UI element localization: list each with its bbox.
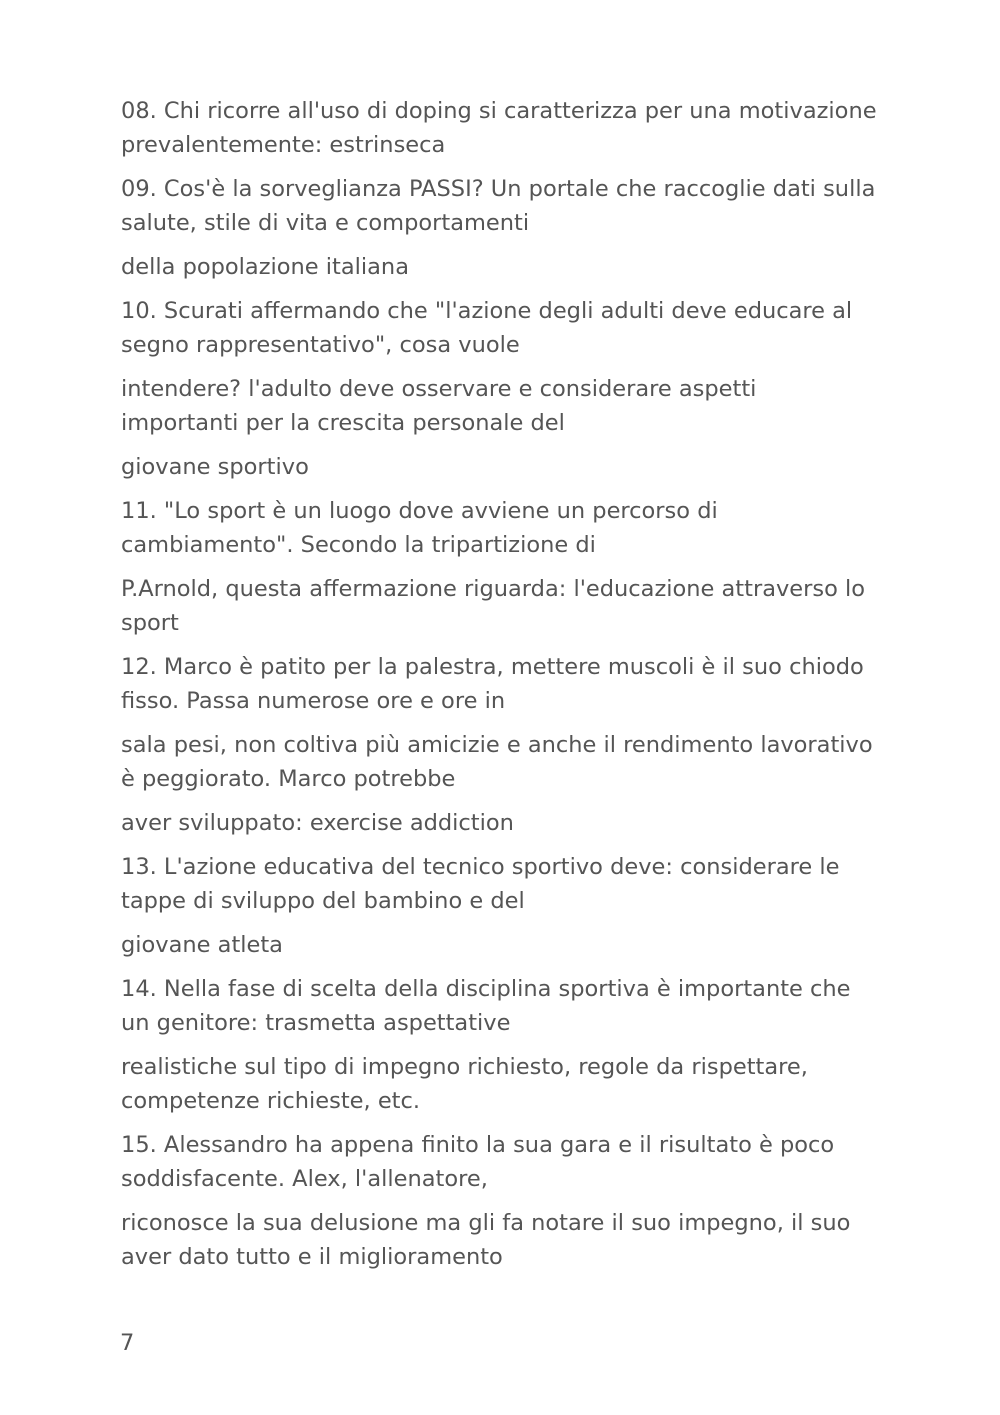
paragraph-q15: 15. Alessandro ha appena finito la sua gara e il risultato è poco soddisfacente. Alex, l'allenatore, <box>121 1132 835 1192</box>
paragraph-q08: 08. Chi ricorre all'uso di doping si caratterizza per una motivazione prevalentemente: estrinseca <box>121 98 877 158</box>
paragraph-q09-cont: della popolazione italiana <box>121 254 409 280</box>
paragraph-q11: 11. "Lo sport è un luogo dove avviene un percorso di cambiamento". Secondo la tripartizione di <box>121 498 718 558</box>
paragraph-q10: 10. Scurati affermando che "l'azione degli adulti deve educare al segno rappresentativo", cosa vuole <box>121 298 853 358</box>
paragraph-q12: 12. Marco è patito per la palestra, mettere muscoli è il suo chiodo fisso. Passa numerose ore e ore in <box>121 654 864 714</box>
paragraph-q10-cont-2: giovane sportivo <box>121 454 309 480</box>
paragraph-q14-cont: realistiche sul tipo di impegno richiesto, regole da rispettare, competenze richieste, etc. <box>121 1054 808 1114</box>
paragraph-q11-cont: P.Arnold, questa affermazione riguarda: l'educazione attraverso lo sport <box>121 576 866 636</box>
paragraph-q09: 09. Cos'è la sorveglianza PASSI? Un portale che raccoglie dati sulla salute, stile di vita e comportamenti <box>121 176 876 236</box>
paragraph-q12-cont: sala pesi, non coltiva più amicizie e anche il rendimento lavorativo è peggiorato. Marco potrebbe <box>121 732 873 792</box>
paragraph-q14: 14. Nella fase di scelta della disciplina sportiva è importante che un genitore: trasmetta aspettative <box>121 976 851 1036</box>
paragraph-q12-cont-2: aver sviluppato: exercise addiction <box>121 810 514 836</box>
paragraph-q13-cont: giovane atleta <box>121 932 283 958</box>
paragraph-q15-cont: riconosce la sua delusione ma gli fa notare il suo impegno, il suo aver dato tutto e il miglioramento <box>121 1210 851 1270</box>
paragraph-q10-cont: intendere? l'adulto deve osservare e considerare aspetti importanti per la crescita personale del <box>121 376 757 436</box>
page-content <box>121 94 896 1284</box>
paragraph-q13: 13. L'azione educativa del tecnico sportivo deve: considerare le tappe di sviluppo del bambino e del <box>121 854 840 914</box>
page-number: 7 <box>120 1330 135 1356</box>
